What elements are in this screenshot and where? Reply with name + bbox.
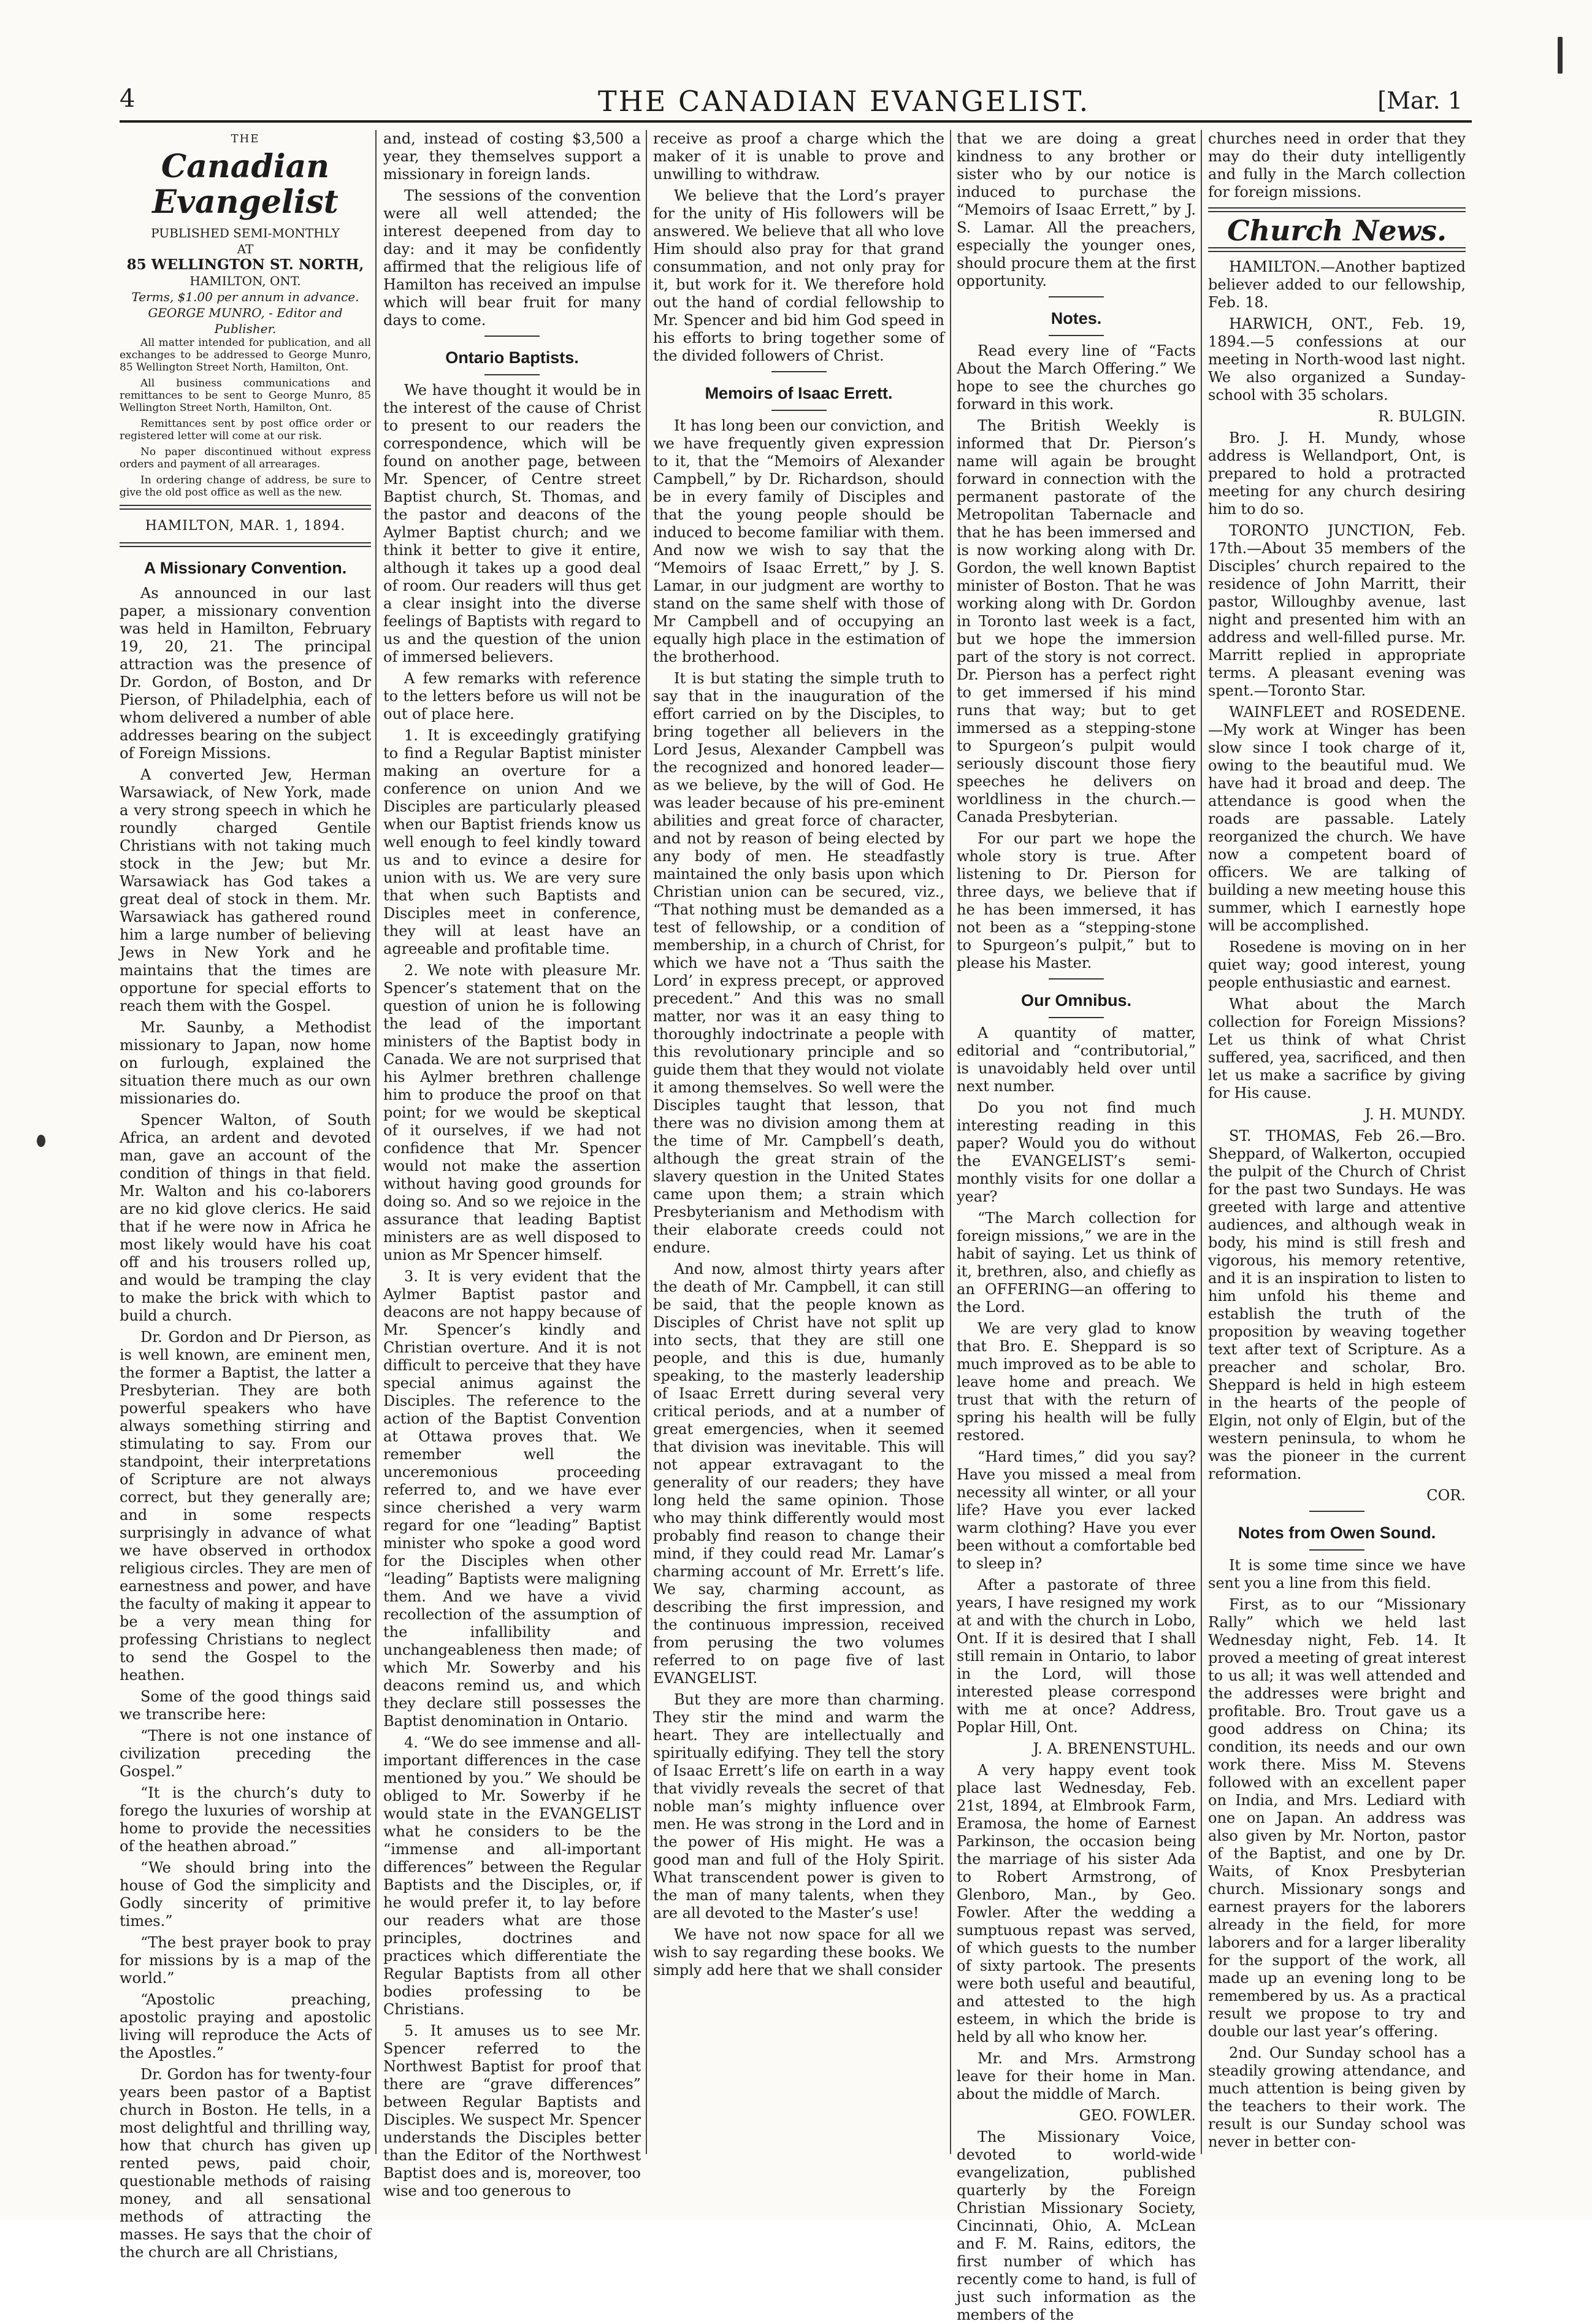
masthead-published: PUBLISHED SEMI-MONTHLY <box>151 226 340 240</box>
article-paragraph: We are very glad to know that Bro. E. Sheppard is so much improved as to be able to leave home and preach. We trust that with the return of spring his health will be fully restored. <box>957 1320 1196 1444</box>
article-paragraph: The British Weekly is informed that Dr. Pierson’s name will again be brought forward in connection with the permanent pastorate of the Metropolitan Tabernacle and that he has been immersed and is now working along with Dr. Gordon, the well known Baptist minister of Boston. That he was working along with Dr. Gordon in Toronto last week is a fact, but we hope the immersion part of the story is not correct. Dr. Pierson has a perfect right to get immersed if his mind runs that way; but to get immersed as a stepping-stone to Spurgeon’s pulpit would seriously discount those fiery speeches he delivers on worldliness in the church.—Canada Presbyterian. <box>957 417 1196 826</box>
news-item: HAMILTON.—Another baptized believer added to our fellowship, Feb. 18. <box>1208 258 1466 311</box>
column-divider <box>646 130 647 2154</box>
column-divider <box>1201 130 1202 2154</box>
article-paragraph: receive as proof a charge which the maker of it is unable to prove and unwilling to withdraw. <box>653 130 944 183</box>
article-paragraph: A converted Jew, Herman Warsawiack, of New York, made a very strong speech in which he roundly charged Gentile Christians with not taking much stock in the Jew; but Mr. Warsawiack has God takes a great deal of stock in them. Mr. Warsawiack has gathered round him a large number of believing Jews in New York and he maintains that the times are opportune for special efforts to reach them with the Gospel. <box>120 766 371 1014</box>
article-paragraph: First, as to our “Missionary Rally” which we held last Wednesday night, Feb. 14. It proved a meeting of great interest to us all; it was well attended and the addresses were bright and profitable. Bro. Trout gave us a good address on China; its condition, its needs and our own work there. Miss M. Stevens followed with an excellent paper on India, and Mrs. Lediard with one on Japan. An address was also given by Mr. Norton, pastor of the Baptist, and one by Dr. Waits, of Knox Presbyterian church. Missionary songs and earnest prayers for the laborers already in the field, for more laborers and for a larger liberality for the support of the work, all made up an evening long to be remembered by us. As a practical result we propose to try and double our last year’s offering. <box>1208 1596 1466 2040</box>
masthead-notice: No paper discontinued without express orders and payment of all arrearages. <box>120 446 371 470</box>
column-5 <box>1208 130 1466 2157</box>
column-4 <box>957 130 1196 2323</box>
news-item: What about the March collection for Foreign Missions? Let us think of what Christ suffered, yea, sacrificed, and then let us make a sacrifice by giving for His cause. <box>1208 995 1466 1102</box>
section-rule <box>771 371 827 372</box>
section-rule <box>1049 296 1104 297</box>
article-paragraph: Some of the good things said we transcribe here: <box>120 1688 371 1723</box>
article-paragraph: For our part we hope the whole story is true. After listening to Dr. Pierson for three days, we believe that if he has been immersed, it has not been as a “stepping-stone to Spurgeon’s pulpit,” but to please his Master. <box>957 830 1196 972</box>
church-news-title: Church News. <box>1227 214 1447 247</box>
masthead-notice: All matter intended for publication, and all exchanges to be addressed to George Munro, 85 Wellington Street North, Hamilton, Ont. <box>120 337 371 374</box>
news-item: HARWICH, ONT., Feb. 19, 1894.—5 confessions at our meeting in North-wood last night. We also organized a Sunday-school with 35 scholars. <box>1208 315 1466 404</box>
article-paragraph: 2nd. Our Sunday school has a steadily growing attendance, and much attention is being given by the teachers to their work. The result is our Sunday school was never in better con- <box>1208 2044 1466 2150</box>
masthead-notice: All business communications and remittances to be sent to George Munro, 85 Wellington Street North, Hamilton, Ont. <box>120 377 371 414</box>
section-rule <box>1309 1511 1364 1512</box>
article-paragraph: As announced in our last paper, a missionary convention was held in Hamilton, February 19, 20, 21. The principal attraction was the presence of Dr. Gordon, of Boston, and Dr Pierson, of Philadelphia, each of whom delivered a number of able addresses bearing on the subject of Foreign Missions. <box>120 585 371 762</box>
masthead-address: 85 WELLINGTON ST. NORTH, <box>126 256 364 273</box>
issue-date: [Mar. 1 <box>1377 87 1463 114</box>
section-rule <box>484 336 540 337</box>
article-title: Memoirs of Isaac Errett. <box>705 384 893 402</box>
masthead-city: HAMILTON, ONT. <box>189 274 301 288</box>
section-rule <box>1049 335 1104 336</box>
section-rule <box>1049 1017 1104 1018</box>
article-paragraph: We have thought it would be in the interest of the cause of Christ to present to our readers the correspondence, which will be found on another page, between Mr. Spencer, of Centre street Baptist church, St. Thomas, and the pastor and deacons of the Aylmer Baptist church; and we think it better to give it entire, although it takes up a good deal of room. Our readers will thus get a clear insight into the diverse feelings of Baptists with regard to us and the question of the union of immersed believers. <box>383 382 641 665</box>
article-paragraph: A quantity of matter, editorial and “contributorial,” is unavoidably held over until next number. <box>957 1024 1196 1095</box>
article-title: Our Omnibus. <box>1020 991 1131 1010</box>
news-item: Bro. J. H. Mundy, whose address is Wellandport, Ont, is prepared to hold a protracted meeting for any church desiring him to do so. <box>1208 429 1466 518</box>
masthead-title: Canadian Evangelist <box>152 148 339 221</box>
news-item: Rosedene is moving on in her quiet way; good interest, young people enthusiastic and earnest. <box>1208 938 1466 991</box>
header-rule <box>120 120 1472 123</box>
column-divider <box>950 130 951 2154</box>
dateline: HAMILTON, MAR. 1, 1894. <box>145 518 346 534</box>
scan-mark <box>1558 37 1563 74</box>
column-2 <box>383 130 641 2199</box>
article-paragraph: After a pastorate of three years, I have resigned my work at and with the church in Lobo, Ont. If it is desired that I shall still remain in Ontario, to labor in the Lord, will those interested please correspond with me at once? Address, Poplar Hill, Ont. <box>957 1576 1196 1736</box>
article-paragraph: “The March collection for foreign missions,” we are in the habit of saying. Let us think of it, brethren, also, and chiefly as an OFFERING—an offering to the Lord. <box>957 1210 1196 1316</box>
article-paragraph: A few remarks with reference to the letters before us will not be out of place here. <box>383 670 641 723</box>
paper-title: THE CANADIAN EVANGELIST. <box>598 85 1090 118</box>
article-paragraph: A very happy event took place last Wednesday, Feb. 21st, 1894, at Elmbrook Farm, Eramosa, the home of Earnest Parkinson, the occasion being the marriage of his sister Ada to Robert Armstrong, of Glenboro, Man., by Geo. Fowler. After the wedding a sumptuous repast was served, of which guests to the number of sixty partook. The presents were both useful and beautiful, and attested to the high esteem, in which the bride is held by all who know her. <box>957 1762 1196 2046</box>
signature: GEO. FOWLER. <box>1079 2107 1196 2124</box>
article-paragraph: “Hard times,” did you say? Have you missed a meal from necessity all winter, or all your life? Have you ever lacked warm clothing? Have you ever been without a comfortable bed to sleep in? <box>957 1448 1196 1572</box>
article-paragraph: 4. “We do see immense and all-important differences in the case mentioned by you.” We should be obliged to Mr. Sowerby if he would state in the EVANGELIST what he considers to be the “immense and all-important differences” between the Regular Baptists and the Disciples, or, if he would prefer it, to lay before our readers what are those principles, doctrines and practices which differentiate the Regular Baptists from all other bodies professing to be Christians. <box>383 1734 641 2018</box>
masthead-rule <box>120 505 371 510</box>
article-paragraph: We have not now space for all we wish to say regarding these books. We simply add here that we shall consider <box>653 1926 944 1979</box>
signature: R. BULGIN. <box>1378 408 1466 425</box>
column-1 <box>120 130 371 2261</box>
article-title: Ontario Baptists. <box>445 348 579 367</box>
article-paragraph: 2. We note with pleasure Mr. Spencer’s statement that on the question of union he is following the lead of the important ministers of the Baptist body in Canada. We are not surprised that his Aylmer brethren challenge him to produce the proof on that point; for we would be skeptical of it ourselves, if we had not confidence that Mr. Spencer would not make the assertion without having good grounds for doing so. And so we rejoice in the assurance that leading Baptist ministers are as well disposed to union as Mr Spencer himself. <box>383 962 641 1264</box>
article-paragraph: The sessions of the convention were all well attended; the interest deepened from day to day: and it may be confidently affirmed that the religious life of Hamilton has received an impulse which will bear fruit for many days to come. <box>383 187 641 329</box>
section-rule <box>771 410 827 411</box>
page-number: 4 <box>120 85 136 113</box>
section-rule <box>484 374 540 375</box>
article-paragraph: Dr. Gordon has for twenty-four years been pastor of a Baptist church in Boston. He tells, in a most delightful and thrilling way, how that church has given up rented pews, paid choir, questionable methods of raising money, and all sensational methods of attracting the masses. He says that the choir of the church are all Christians, <box>120 2066 371 2261</box>
article-paragraph: It is some time since we have sent you a line from this field. <box>1208 1557 1466 1592</box>
article-paragraph: “It is the church’s duty to forego the luxuries of worship at home to provide the necessities of the heathen abroad.” <box>120 1784 371 1855</box>
article-paragraph: It has long been our conviction, and we have frequently given expression to it, that the “Memoirs of Alexander Campbell,” by Dr. Richardson, should be in every family of Disciples and that the young people should be induced to become familiar with them. And now we wish to say that the “Memoirs of Isaac Errett,” by J. S. Lamar, in our judgment are worthy to stand on the same shelf with those of Mr Campbell and of occupying an equally high place in the estimation of the brotherhood. <box>653 417 944 665</box>
article-paragraph: The Missionary Voice, devoted to world-wide evangelization, published quarterly by the Foreign Christian Missionary Society, Cincinnati, Ohio, A. McLean and F. M. Rains, editors, the first number of which has recently come to hand, is full of just such information as the members of the <box>957 2128 1196 2323</box>
article-paragraph: 1. It is exceedingly gratifying to find a Regular Baptist minister making an overture for a conference on union And we Disciples are particularly pleased when our Baptist friends know us well enough to feel kindly toward us and to evince a desire for union with us. We are very sure that when such Baptists and Disciples meet in conference, they will at least have an agreeable and profitable time. <box>383 727 641 957</box>
article-title: A Missionary Convention. <box>144 559 347 577</box>
section-rule <box>1049 978 1104 980</box>
article-paragraph: Mr. Saunby, a Methodist missionary to Japan, now home on furlough, explained the situation there much as our own missionaries do. <box>120 1019 371 1107</box>
article-paragraph: Spencer Walton, of South Africa, an ardent and devoted man, gave an account of the condition of things in that field. Mr. Walton and his co-laborers are no kid glove clerics. He said that if he were now in Africa he most likely would have his coat off and his trousers rolled up, and would be tramping the clay to make the brick with which to build a church. <box>120 1111 371 1324</box>
article-paragraph: And now, almost thirty years after the death of Mr. Campbell, it can still be said, that the people known as Disciples of Christ have not split up into sects, that they are still one people, and this is due, humanly speaking, to the masterly leadership of Isaac Errett during several very critical periods, and at a number of great emergencies, when it seemed that division was inevitable. This will not appear extravagant to the generality of our readers; they have long held the same opinion. Those who may think differently would most probably find reason to change their mind, if they could read Mr. Lamar’s charming account of Mr. Errett’s life. We say, charming account, as describing the first impression, and the continuous impression, received from perusing the two volumes referred to on page five of last EVANGELIST. <box>653 1260 944 1687</box>
news-item: ST. THOMAS, Feb 26.—Bro. Sheppard, of Walkerton, occupied the pulpit of the Church of Christ for the past two Sundays. He was greeted with large and attentive audiences, and although weak in body, his mind is still fresh and vigorous, his memory retentive, and it is an inspiration to listen to him unfold his theme and establish the truth of the proposition by weaving together text after text of Scripture. As a preacher and scholar, Bro. Sheppard is held in high esteem in the hearts of the people of Elgin, not only of Elgin, but of the western peninsula, to whom he was the pioneer in the current reformation. <box>1208 1127 1466 1482</box>
article-paragraph: and, instead of costing $3,500 a year, they themselves support a missionary in foreign lands. <box>383 130 641 183</box>
article-paragraph: 5. It amuses us to see Mr. Spencer referred to the Northwest Baptist for proof that there are “grave differences” between Regular Baptists and Disciples. We suspect Mr. Spencer understands the Disciples better than the Editor of the Northwest Baptist does and is, moreover, too wise and too generous to <box>383 2022 641 2199</box>
article-paragraph: It is but stating the simple truth to say that in the inauguration of the effort carried on by the Disciples, to bring together all believers in the Lord Jesus, Alexander Campbell was the recognized and honored leader—as we believe, by the will of God. He was leader because of his pre-eminent abilities and great force of character, and not by reason of being elected by any body of men. He steadfastly maintained the only basis upon which Christian union can be secured, viz., “That nothing must be demanded as a test of fellowship, or a condition of membership, in a church of Christ, for which we have not a ‘Thus saith the Lord’ in express precept, or approved precedent.” And this was no small matter, nor was it an easy thing to thoroughly indoctrinate a people with this revolutionary principle and so guide them that they would not violate it among themselves. So well were the Disciples taught that lesson, that there was no division among them at the time of Mr. Campbell’s death, although the great strain of the slavery question in the United States came upon them; a strain which Presbyterianism and Methodism with their elaborate creeds could not endure. <box>653 670 944 1256</box>
article-paragraph: churches need in order that they may do their duty intelligently and fully in the March collection for foreign missions. <box>1208 130 1466 201</box>
article-paragraph: Dr. Gordon and Dr Pierson, as is well known, are eminent men, the former a Baptist, the latter a Presbyterian. They are both powerful speakers who have always something stirring and stimulating to say. From our standpoint, their interpretations of Scripture are not always correct, but they generally are; and in some respects surprisingly in advance of what we have observed in orthodox religious circles. They are men of earnestness and power, and have the faculty of making it appear to be a very mean thing for professing Christians to neglect to send the Gospel to the heathen. <box>120 1329 371 1684</box>
article-paragraph: We believe that the Lord’s prayer for the unity of His followers will be answered. We believe that all who love Him should also pray for that grand consummation, and not only pray for it, but work for it. We therefore hold out the hand of cordial fellowship to Mr. Spencer and bid him God speed in his efforts to bring together some of the divided followers of Christ. <box>653 187 944 364</box>
article-paragraph: Mr. and Mrs. Armstrong leave for their home in Man. about the middle of March. <box>957 2050 1196 2103</box>
article-paragraph: Read every line of “Facts About the March Offering.” We hope to see the churches go forward in this work. <box>957 342 1196 413</box>
article-paragraph: that we are doing a great kindness to any brother or sister who by our notice is induced to purchase the “Memoirs of Isaac Errett,” by J. S. Lamar. All the preachers, especially the younger ones, should procure them at the first opportunity. <box>957 130 1196 290</box>
article-paragraph: Do you not find much interesting reading in this paper? Would you do without the EVANGELIST’s semi-monthly visits for one dollar a year? <box>957 1099 1196 1205</box>
section-rule <box>1309 1549 1364 1551</box>
scan-mark <box>37 1135 45 1147</box>
dateline-rule <box>120 542 371 547</box>
news-item: WAINFLEET and ROSEDENE.—My work at Winger has been slow since I took charge of it, owing to the beautiful mud. We have had it broad and deep. The attendance is good when the roads are passable. Lately reorganized the church. We have now a competent board of officers. We are talking of building a new meeting house this summer, which I earnestly hope will be accomplished. <box>1208 704 1466 934</box>
masthead-the: THE <box>231 132 260 145</box>
article-paragraph: “We should bring into the house of God the simplicity and Godly sincerity of primitive times.” <box>120 1859 371 1930</box>
article-paragraph: 3. It is very evident that the Aylmer Baptist pastor and deacons are not happy because of Mr. Spencer’s kindly and Christian overture. And it is not difficult to perceive that they have special animus against the Disciples. The reference to the action of the Baptist Convention at Ottawa proves that. We remember well the unceremonious proceeding referred to, and we have ever since cherished a very warm regard for one “leading” Baptist minister who spoke a good word for the Disciples when other “leading” Baptists were maligning them. And we have a vivid recollection of the assumption of the infallibility and unchangeableness then made; of which Mr. Sowerby and his deacons remind us, and which they declare still possesses the Baptist denomination in Ontario. <box>383 1268 641 1730</box>
masthead-terms: Terms, $1.00 per annum in advance. <box>131 290 359 304</box>
signature: J. H. MUNDY. <box>1364 1106 1466 1123</box>
column-divider <box>375 130 377 2154</box>
article-paragraph: But they are more than charming. They stir the mind and warm the heart. They are intellectually and spiritually edifying. They tell the story of Isaac Errett’s life on earth in a way that vividly reveals the secret of that noble man’s mighty influence over men. He was strong in the Lord and in the power of His might. He was a good man and full of the Holy Spirit. What transcendent power is given to the man of many talents, when they are all devoted to the Master’s use! <box>653 1691 944 1922</box>
signature: COR. <box>1426 1487 1466 1504</box>
article-paragraph: “Apostolic preaching, apostolic praying and apostolic living will reproduce the Acts of the Apostles.” <box>120 1991 371 2061</box>
article-title: Notes. <box>1050 309 1102 328</box>
masthead-notice: Remittances sent by post office order or registered letter will come at our risk. <box>120 418 371 442</box>
masthead-at: AT <box>237 242 254 256</box>
news-item: TORONTO JUNCTION, Feb. 17th.—About 35 members of the Disciples’ church repaired to the residence of John Marritt, their pastor, Willoughby avenue, last night and presented him with an address and well-filled purse. Mr. Marritt replied in appropriate terms. A pleasant evening was spent.—Toronto Star. <box>1208 522 1466 699</box>
masthead-editor: GEORGE MUNRO, - Editor and Publisher. <box>148 305 343 336</box>
article-title: Notes from Owen Sound. <box>1238 1524 1436 1542</box>
section-rule <box>1208 247 1466 252</box>
section-rule <box>1208 207 1466 212</box>
article-paragraph: “The best prayer book to pray for missions by is a map of the world.” <box>120 1934 371 1987</box>
column-3 <box>653 130 944 2157</box>
masthead-notice: In ordering change of address, be sure to give the old post office as well as the new. <box>120 474 371 499</box>
article-paragraph: “There is not one instance of civilization preceding the Gospel.” <box>120 1727 371 1780</box>
signature: J. A. BRENENSTUHL. <box>1033 1740 1196 1757</box>
